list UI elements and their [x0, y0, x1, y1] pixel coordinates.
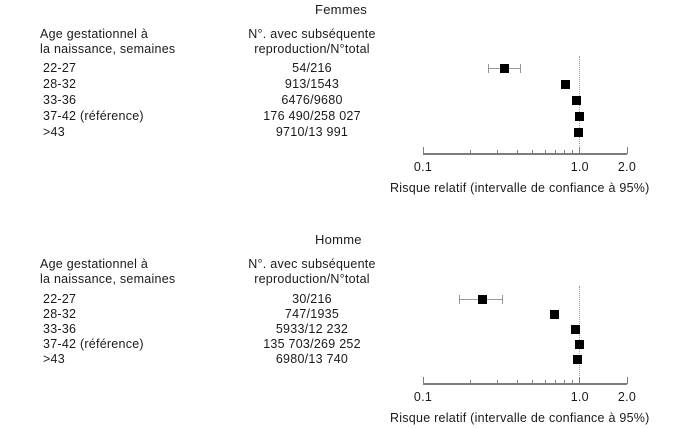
x-axis [423, 383, 627, 385]
ci-cap-left [459, 295, 460, 304]
count-value: 176 490/258 027 [263, 109, 361, 123]
axis-minor-tick [517, 150, 518, 154]
count-value: 135 703/269 252 [263, 337, 361, 351]
category-label: 28-32 [43, 77, 77, 91]
axis-minor-tick [470, 150, 471, 154]
ci-cap-left [488, 64, 489, 73]
axis-minor-tick [564, 150, 565, 154]
category-label: 37-42 (référence) [43, 109, 144, 123]
rr-marker [572, 96, 581, 105]
category-label: >43 [43, 125, 65, 139]
rr-marker [561, 80, 570, 89]
categories-header-line2: la naissance, semaines [40, 42, 176, 56]
axis-major-tick [627, 147, 628, 154]
axis-tick-label: 1.0 [570, 159, 589, 174]
count-value: 9710/13 991 [275, 125, 349, 139]
categories-header-line2: la naissance, semaines [40, 272, 176, 286]
axis-minor-tick [555, 150, 556, 154]
axis-minor-tick [572, 380, 573, 384]
axis-tick-label: 1.0 [570, 389, 589, 404]
counts-header-line2: reproduction/N°total [254, 272, 370, 286]
axis-tick-label: 0.1 [413, 389, 433, 404]
axis-minor-tick [555, 380, 556, 384]
axis-minor-tick [545, 380, 546, 384]
axis-minor-tick [532, 150, 533, 154]
rr-marker [500, 64, 509, 73]
axis-major-tick [423, 377, 424, 384]
rr-marker [575, 112, 584, 121]
axis-minor-tick [497, 150, 498, 154]
axis-minor-tick [470, 380, 471, 384]
categories-header-line1: Age gestationnel à [40, 27, 149, 41]
rr-marker [573, 355, 582, 364]
category-label: 22-27 [43, 61, 77, 75]
axis-major-tick [579, 147, 580, 154]
category-label: 33-36 [43, 93, 77, 107]
ci-cap-right [502, 295, 503, 304]
counts-header-line1: N°. avec subséquente [248, 257, 376, 271]
counts-header [212, 27, 412, 57]
category-label: 37-42 (référence) [43, 337, 144, 351]
axis-minor-tick [532, 380, 533, 384]
ci-cap-right [520, 64, 521, 73]
panel-title: Homme [315, 232, 362, 247]
panel-title: Femmes [315, 2, 368, 17]
axis-tick-label: 2.0 [617, 159, 637, 174]
x-axis [423, 153, 627, 155]
axis-minor-tick [572, 150, 573, 154]
category-label: 33-36 [43, 322, 77, 336]
counts-header [212, 257, 412, 287]
axis-minor-tick [545, 150, 546, 154]
axis-minor-tick [564, 380, 565, 384]
count-value: 30/216 [292, 292, 332, 306]
rr-marker [550, 310, 559, 319]
count-value: 6476/9680 [281, 93, 343, 107]
counts-header-line1: N°. avec subséquente [248, 27, 376, 41]
count-value: 5933/12 232 [275, 322, 349, 336]
rr-marker [575, 340, 584, 349]
axis-major-tick [423, 147, 424, 154]
axis-major-tick [627, 377, 628, 384]
rr-marker [478, 295, 487, 304]
axis-major-tick [579, 377, 580, 384]
axis-tick-label: 2.0 [617, 389, 637, 404]
count-value: 913/1543 [284, 77, 340, 91]
axis-minor-tick [497, 380, 498, 384]
count-value: 6980/13 740 [275, 352, 349, 366]
rr-marker [574, 128, 583, 137]
category-label: 22-27 [43, 292, 77, 306]
panel-homme [0, 230, 675, 428]
counts-header-line2: reproduction/N°total [254, 42, 370, 56]
category-label: 28-32 [43, 307, 77, 321]
categories-header-line1: Age gestationnel à [40, 257, 149, 271]
x-axis-label: Risque relatif (intervalle de confiance à 95%) [390, 181, 650, 195]
categories-header [40, 27, 175, 57]
categories-header [40, 257, 175, 287]
axis-tick-label: 0.1 [413, 159, 433, 174]
count-value: 747/1935 [284, 307, 340, 321]
rr-marker [571, 325, 580, 334]
count-value: 54/216 [292, 61, 332, 75]
axis-minor-tick [517, 380, 518, 384]
category-label: >43 [43, 352, 65, 366]
reference-line [579, 286, 580, 384]
x-axis-label: Risque relatif (intervalle de confiance à 95%) [390, 411, 650, 425]
